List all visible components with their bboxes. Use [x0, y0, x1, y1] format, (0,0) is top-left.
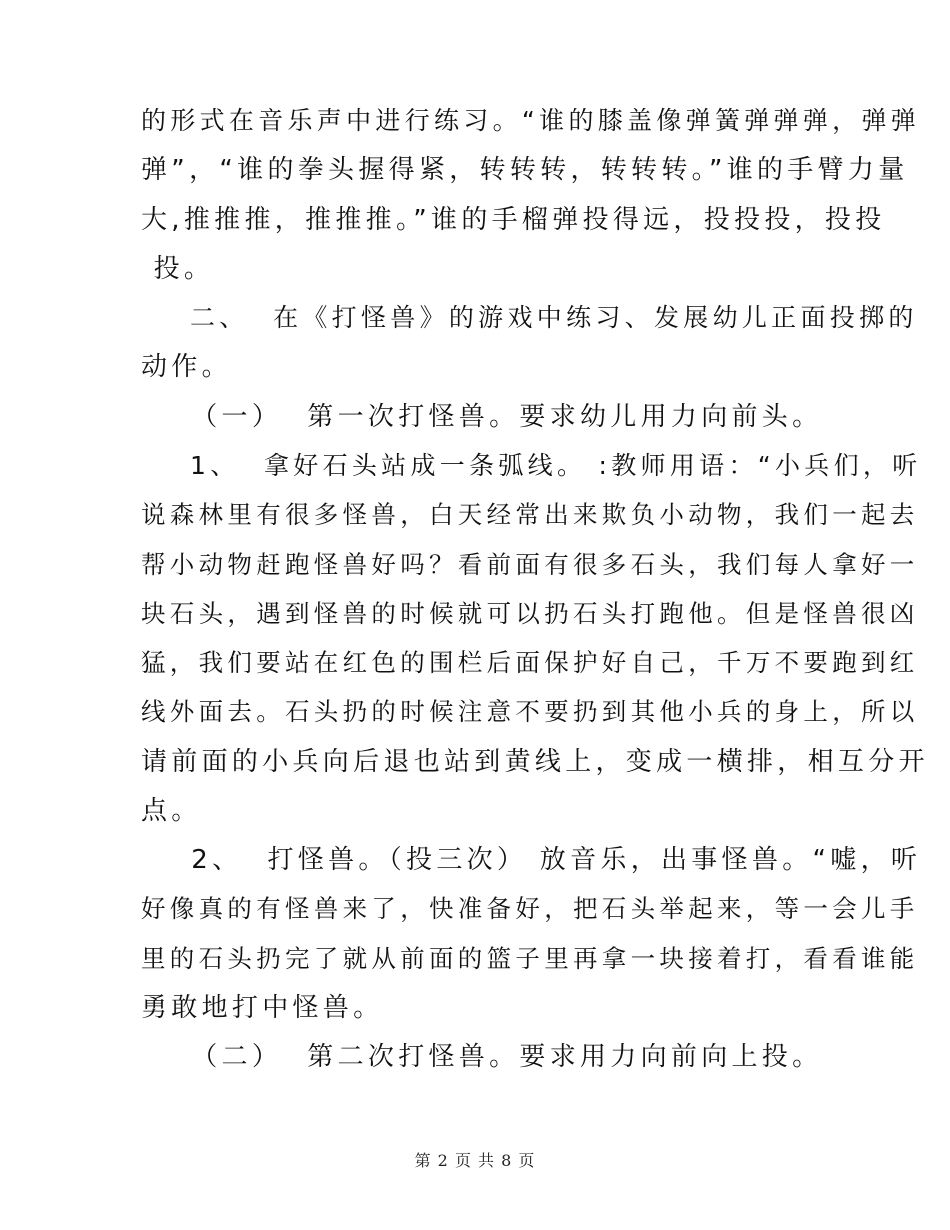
text-line: 里的石头扔完了就从前面的篮子里再拿一块接着打，看看谁能 — [141, 944, 919, 973]
text-line: 块石头，遇到怪兽的时候就可以扔石头打跑他。但是怪兽很凶 — [141, 599, 919, 628]
subsection-heading: （一） 第一次打怪兽。要求幼儿用力向前头。 — [141, 402, 823, 432]
text-line: 投。 — [141, 254, 215, 284]
page-footer: 第 2 页 共 8 页 — [414, 1151, 536, 1170]
text-line: 大,推推推，推推推。”谁的手榴弹投得远，投投投，投投 — [141, 205, 886, 235]
text-line: 的形式在音乐声中进行练习。“谁的膝盖像弹簧弹弹弹，弹弹 — [141, 106, 921, 135]
text-line: 请前面的小兵向后退也站到黄线上，变成一横排，相互分开 — [141, 747, 929, 777]
text-line: 弹”，“谁的拳头握得紧，转转转，转转转。”谁的手臂力量 — [141, 155, 909, 185]
subsection-heading: （二） 第二次打怪兽。要求用力向前向上投。 — [141, 1042, 823, 1072]
text-line: 点。 — [141, 796, 202, 826]
text-line: 好像真的有怪兽来了，快准备好，把石头举起来，等一会儿手 — [141, 894, 919, 923]
text-line: 线外面去。石头扔的时候注意不要扔到其他小兵的身上，所以 — [141, 697, 919, 726]
text-line: 说森林里有很多怪兽，白天经常出来欺负小动物，我们一起去 — [141, 500, 919, 529]
text-line: 动作。 — [141, 352, 232, 382]
text-line: 猛，我们要站在红色的围栏后面保护好自己，千万不要跑到红 — [141, 648, 919, 677]
text-line: 1、 拿好石头站成一条弧线。 :教师用语：“小兵们，听 — [141, 451, 922, 480]
text-line: 勇敢地打中怪兽。 — [141, 993, 384, 1023]
section-heading: 二、 在《打怪兽》的游戏中练习、发展幼儿正面投掷的 — [141, 303, 918, 332]
text-line: 帮小动物赶跑怪兽好吗？看前面有很多石头，我们每人拿好一 — [141, 550, 919, 579]
text-line: 2、 打怪兽。（投三次） 放音乐，出事怪兽。“嘘，听 — [141, 845, 922, 875]
